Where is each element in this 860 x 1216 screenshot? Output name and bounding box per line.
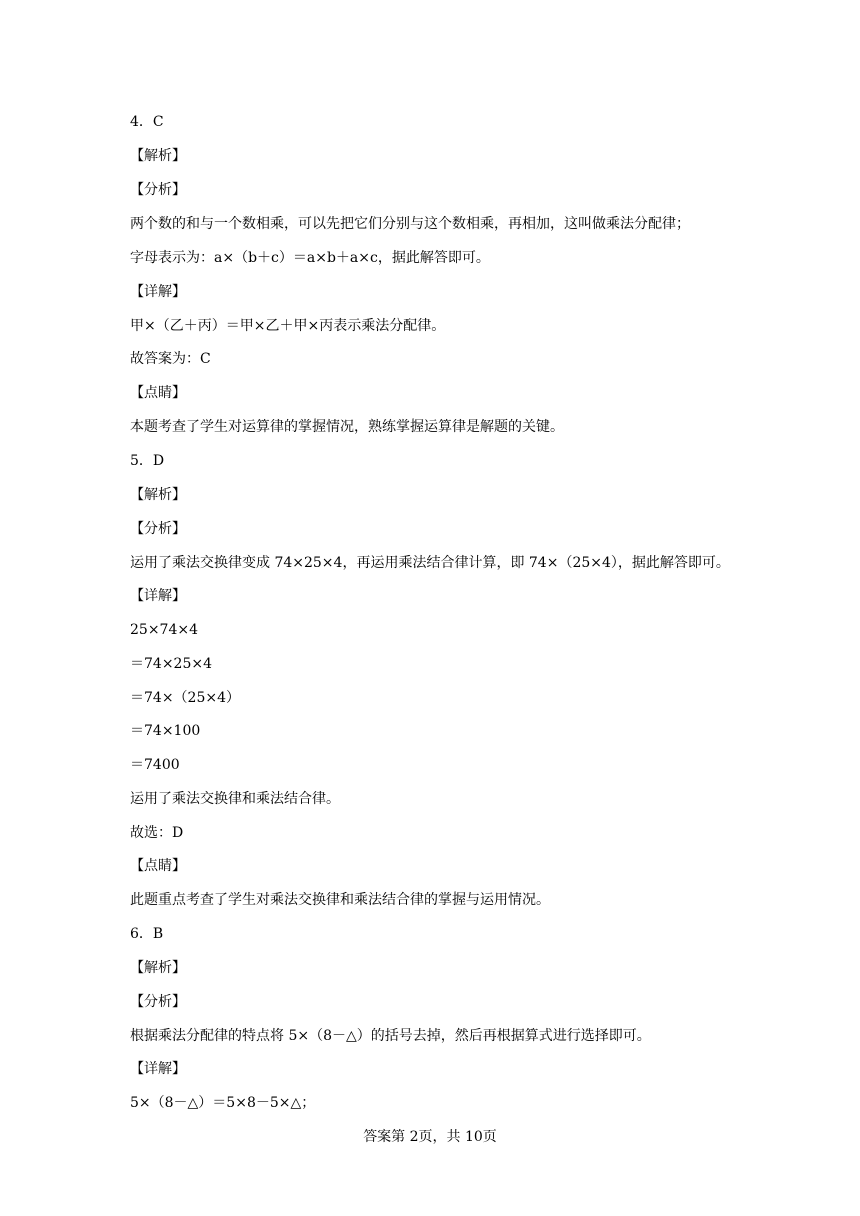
- q4-analysis-text-2: 字母表示为：a×（b＋c）＝a×b＋a×c，据此解答即可。: [130, 250, 490, 266]
- q5-conclusion: 故选：D: [130, 825, 184, 841]
- question-5-answer: 5．D: [130, 453, 165, 469]
- q4-jiexi-heading: 【解析】: [130, 148, 186, 164]
- q5-jiexi-heading: 【解析】: [130, 487, 186, 503]
- q4-conclusion: 故答案为：C: [130, 351, 211, 367]
- q5-analysis-text: 运用了乘法交换律变成 74×25×4，再运用乘法结合律计算，即 74×（25×4），据此解答即可。: [130, 555, 730, 571]
- q6-step-1: 5×（8－△）＝5×8－5×△；: [130, 1095, 316, 1111]
- q6-fenxi-heading: 【分析】: [130, 994, 186, 1010]
- q4-fenxi-heading: 【分析】: [130, 182, 186, 198]
- q4-xiangjie-heading: 【详解】: [130, 284, 186, 300]
- q5-step-3: ＝74×（25×4）: [130, 690, 240, 706]
- q4-detail-text: 甲×（乙＋丙）＝甲×乙＋甲×丙表示乘法分配律。: [130, 318, 446, 334]
- q5-summary: 运用了乘法交换律和乘法结合律。: [130, 791, 340, 807]
- q6-analysis-text: 根据乘法分配律的特点将 5×（8－△）的括号去掉，然后再根据算式进行选择即可。: [130, 1028, 651, 1044]
- q5-comment-text: 此题重点考查了学生对乘法交换律和乘法结合律的掌握与运用情况。: [130, 892, 550, 908]
- page-footer: 答案第 2页，共 10页: [363, 1129, 497, 1145]
- q5-xiangjie-heading: 【详解】: [130, 588, 186, 604]
- q5-step-1: 25×74×4: [130, 622, 198, 638]
- q4-comment-text: 本题考查了学生对运算律的掌握情况，熟练掌握运算律是解题的关键。: [130, 419, 564, 435]
- q4-analysis-text-1: 两个数的和与一个数相乘，可以先把它们分别与这个数相乘，再相加，这叫做乘法分配律；: [130, 216, 690, 232]
- question-4-answer: 4．C: [130, 114, 164, 130]
- q5-step-4: ＝74×100: [130, 723, 201, 739]
- q4-dianjing-heading: 【点睛】: [130, 385, 186, 401]
- q6-jiexi-heading: 【解析】: [130, 960, 186, 976]
- q5-fenxi-heading: 【分析】: [130, 521, 186, 537]
- q5-dianjing-heading: 【点睛】: [130, 858, 186, 874]
- q5-step-5: ＝7400: [130, 757, 180, 773]
- q5-step-2: ＝74×25×4: [130, 656, 212, 672]
- question-6-answer: 6．B: [130, 926, 164, 942]
- q6-xiangjie-heading: 【详解】: [130, 1061, 186, 1077]
